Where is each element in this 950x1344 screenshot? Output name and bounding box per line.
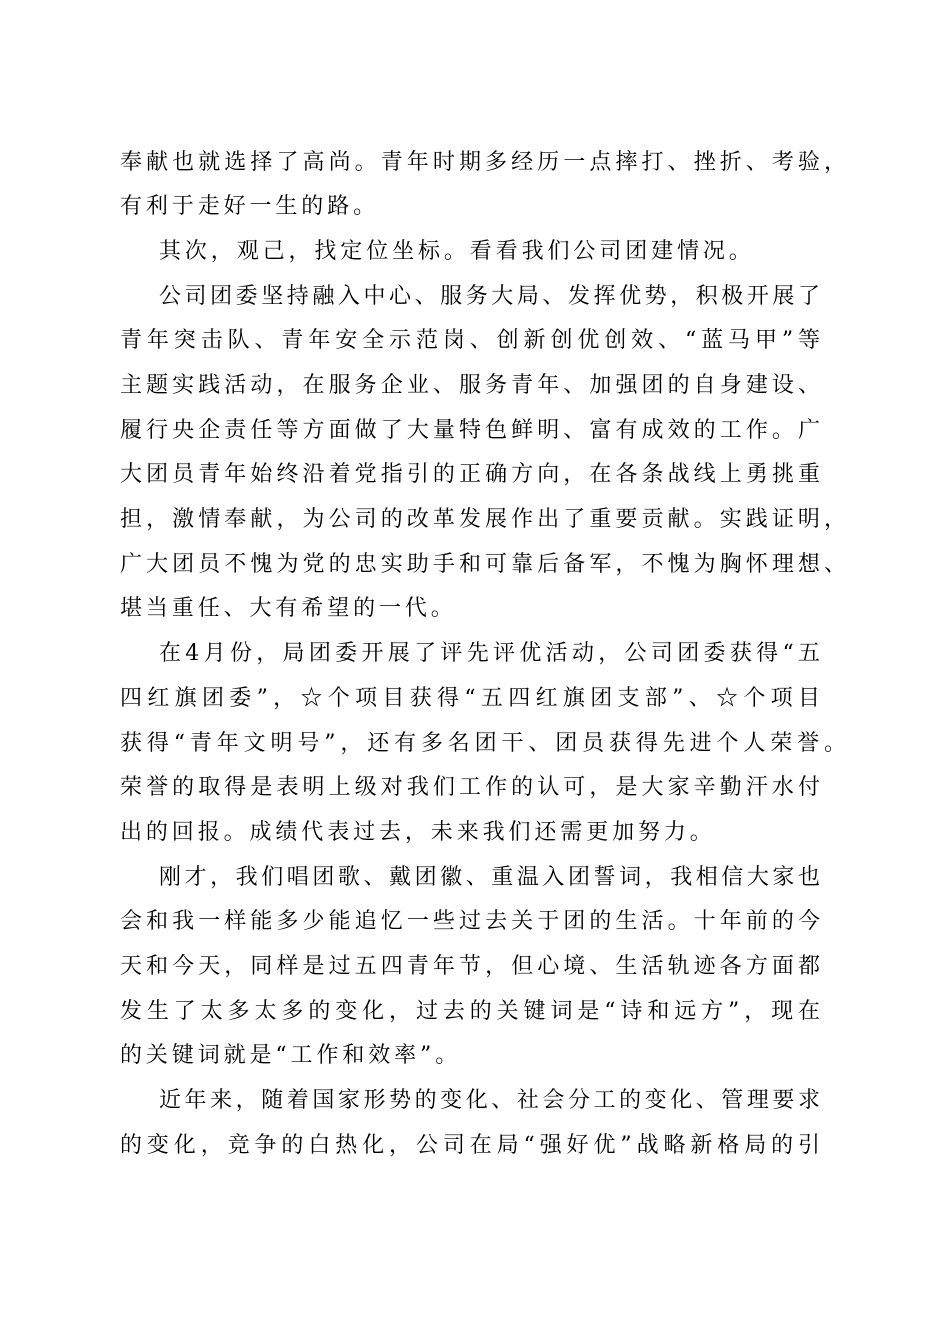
text-line: 的变化，竞争的白热化，公司在局“强好优”战略新格局的引	[120, 1132, 820, 1158]
text-line: 近年来，随着国家形势的变化、社会分工的变化、管理要求	[159, 1088, 820, 1114]
paragraph-positioning	[120, 230, 820, 275]
text-line: 四红旗团委”，☆个项目获得“五四红旗团支部”、☆个项目	[120, 685, 820, 711]
text-line: 获得“青年文明号”，还有多名团干、团员获得先进个人荣誉。	[120, 730, 846, 756]
text-line: 奉献也就选择了高尚。青年时期多经历一点摔打、挫折、考验，	[120, 149, 846, 175]
text-line: 荣誉的取得是表明上级对我们工作的认可，是大家辛勤汗水付	[120, 775, 820, 801]
text-line: 刚才，我们唱团歌、戴团徽、重温入团誓词，我相信大家也	[159, 864, 820, 890]
text-line: 发生了太多太多的变化，过去的关键词是“诗和远方”，现在	[120, 998, 820, 1024]
text-line: 主题实践活动，在服务企业、服务青年、加强团的自身建设、	[120, 373, 820, 399]
paragraph-honors	[120, 632, 846, 855]
text-line: 公司团委坚持融入中心、服务大局、发挥优势，积极开展了	[159, 283, 820, 309]
text-line: 广大团员不愧为党的忠实助手和可靠后备军，不愧为胸怀理想、	[120, 551, 846, 577]
text-line: 青年突击队、青年安全示范岗、创新创优创效、“蓝马甲”等	[120, 328, 820, 354]
paragraph-league-work	[120, 275, 846, 633]
paragraph-continuation	[120, 141, 846, 230]
text-line: 有利于走好一生的路。	[120, 194, 380, 220]
text-line: 在4月份，局团委开展了评先评优活动，公司团委获得“五	[159, 641, 820, 667]
text-line: 出的回报。成绩代表过去，未来我们还需更加努力。	[120, 819, 716, 845]
text-line: 其次，观己，找定位坐标。看看我们公司团建情况。	[159, 238, 755, 264]
text-line: 履行央企责任等方面做了大量特色鲜明、富有成效的工作。广	[120, 417, 820, 443]
text-line: 会和我一样能多少能追忆一些过去关于团的生活。十年前的今	[120, 909, 820, 935]
text-line: 堪当重任、大有希望的一代。	[120, 596, 457, 622]
paragraph-recent-years	[120, 1079, 820, 1168]
document-body	[120, 141, 846, 1169]
text-line: 大团员青年始终沿着党指引的正确方向，在各条战线上勇挑重	[120, 462, 820, 488]
text-line: 天和今天，同样是过五四青年节，但心境、生活轨迹各方面都	[120, 953, 820, 979]
text-line: 的关键词就是“工作和效率”。	[120, 1043, 462, 1069]
text-line: 担，激情奉献，为公司的改革发展作出了重要贡献。实践证明，	[120, 507, 846, 533]
paragraph-memories	[120, 856, 820, 1079]
